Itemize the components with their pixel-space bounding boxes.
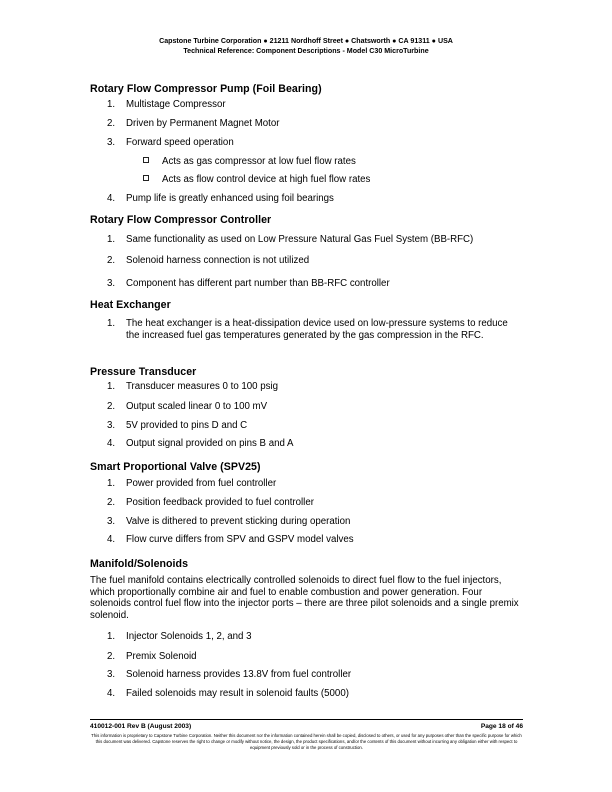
footer-doc-id: 410012-001 Rev B (August 2003) (90, 723, 192, 730)
list-number: 3. (107, 516, 116, 527)
list-number: 3. (107, 669, 116, 680)
list-item-text: Component has different part number than BB-RFC controller (126, 278, 390, 289)
list-number: 2. (107, 401, 116, 412)
list-item-text: Valve is dithered to prevent sticking during operation (126, 516, 351, 527)
footer-disclaimer: This information is proprietary to Capstone Turbine Corporation. Neither this document nor the information contained herein shall be copied, disclosed to others, or used for any purposes other than the specific purpose for which this document was delivered. Capstone reserves the right to change or modify without notice, the design, the product specifications, and/or the contents of this document without incurring any obligation either with respect to equipment previously sold or in the process of construction. (91, 733, 522, 751)
list-number: 1. (107, 478, 116, 489)
list-item-text: Failed solenoids may result in solenoid faults (5000) (126, 688, 349, 699)
list-number: 2. (107, 497, 116, 508)
list-item-text: Forward speed operation (126, 137, 234, 148)
list-number: 4. (107, 534, 116, 545)
section-title-heat-exchanger: Heat Exchanger (90, 299, 171, 311)
list-item-text: Pump life is greatly enhanced using foil bearings (126, 193, 334, 204)
section-title-rfc-controller: Rotary Flow Compressor Controller (90, 214, 272, 226)
manifold-paragraph: The fuel manifold contains electrically controlled solenoids to direct fuel flow to the fuel injectors, which proportionally combine air and fuel to enable combustion and power generation. Four solenoids control fuel flow into the injector ports – there are three pilot solenoids and a single premix solenoid. (90, 575, 519, 621)
footer-page-number: Page 18 of 46 (480, 723, 523, 730)
list-item-text: Driven by Permanent Magnet Motor (126, 118, 280, 129)
list-item-text: Flow curve differs from SPV and GSPV model valves (126, 534, 354, 545)
list-item-text: Solenoid harness provides 13.8V from fuel controller (126, 669, 352, 680)
list-item-text: Solenoid harness connection is not utilized (126, 255, 310, 266)
square-bullet-icon (143, 175, 149, 181)
section-title-spv25: Smart Proportional Valve (SPV25) (90, 461, 261, 473)
sub-list-item-text: Acts as gas compressor at low fuel flow rates (162, 156, 356, 167)
list-item-text: The heat exchanger is a heat-dissipation device used on low-pressure systems to reduce the increased fuel gas temperatures generated by the gas compression in the RFC. (126, 318, 508, 341)
list-number: 1. (107, 381, 116, 392)
list-item-text: Injector Solenoids 1, 2, and 3 (126, 631, 252, 642)
square-bullet-icon (143, 157, 149, 163)
list-number: 1. (107, 631, 116, 642)
page-header (0, 36, 612, 56)
list-number: 2. (107, 118, 116, 129)
sub-list-item-text: Acts as flow control device at high fuel flow rates (162, 174, 371, 185)
list-number: 1. (107, 234, 116, 245)
list-item-text: Same functionality as used on Low Pressure Natural Gas Fuel System (BB-RFC) (126, 234, 474, 245)
list-number: 1. (107, 318, 116, 329)
list-item-text: Power provided from fuel controller (126, 478, 277, 489)
section-title-manifold-solenoids: Manifold/Solenoids (90, 558, 189, 570)
list-item-text: Position feedback provided to fuel controller (126, 497, 314, 508)
section-title-pressure-transducer: Pressure Transducer (90, 366, 197, 378)
list-number: 4. (107, 688, 116, 699)
list-item-text: Premix Solenoid (126, 651, 197, 662)
list-item-text: Transducer measures 0 to 100 psig (126, 381, 279, 392)
footer-divider (90, 719, 523, 720)
list-number: 2. (107, 651, 116, 662)
list-number: 2. (107, 255, 116, 266)
section-title-rfc-pump: Rotary Flow Compressor Pump (Foil Bearing) (90, 83, 322, 95)
list-item-text: 5V provided to pins D and C (126, 420, 248, 431)
list-number: 4. (107, 193, 116, 204)
list-number: 4. (107, 438, 116, 449)
header-company-line: Capstone Turbine Corporation ● 21211 Nordhoff Street ● Chatsworth ● CA 91311 ● USA (159, 37, 453, 45)
list-number: 1. (107, 99, 116, 110)
list-number: 3. (107, 278, 116, 289)
header-reference-line: Technical Reference: Component Descriptions - Model C30 MicroTurbine (183, 47, 429, 55)
list-number: 3. (107, 420, 116, 431)
list-item-text: Multistage Compressor (126, 99, 226, 110)
list-item-text: Output scaled linear 0 to 100 mV (126, 401, 268, 412)
list-item-text: Output signal provided on pins B and A (126, 438, 294, 449)
list-number: 3. (107, 137, 116, 148)
